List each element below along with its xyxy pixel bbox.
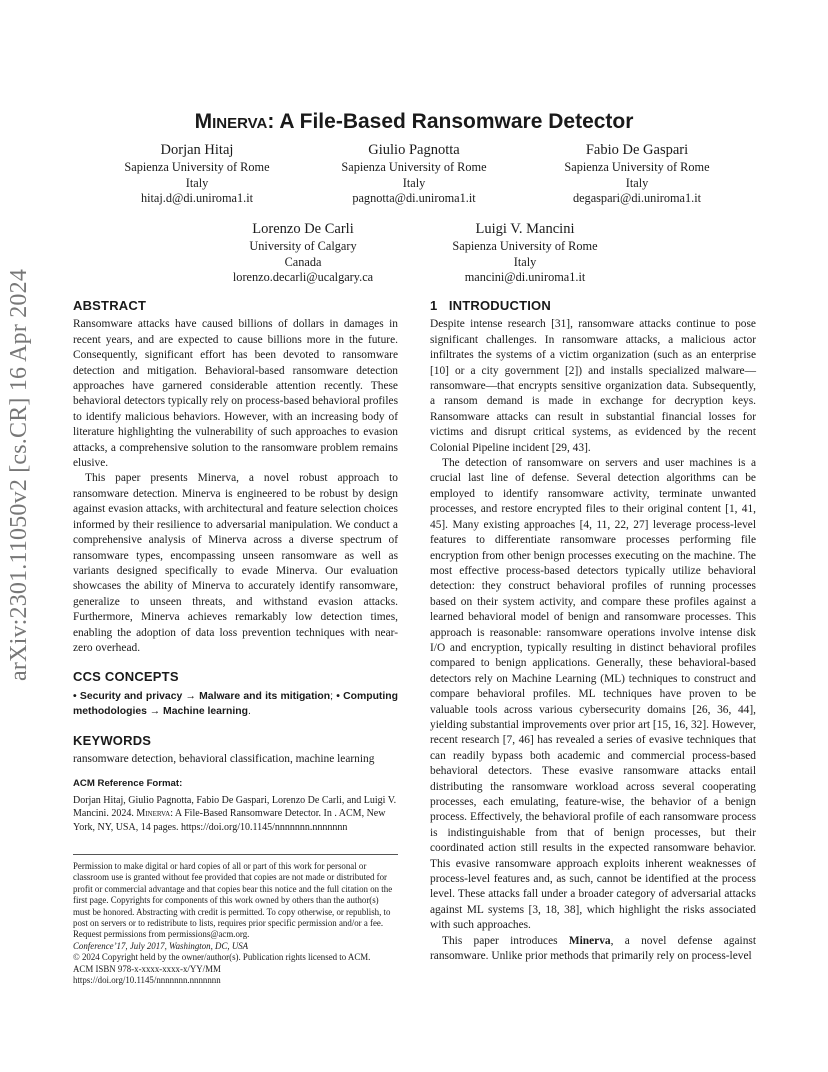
- ccs-separator: ;: [330, 690, 337, 702]
- author-email: hitaj.d@di.uniroma1.it: [140, 191, 254, 205]
- title-rest: : A File-Based Ransomware Detector: [267, 110, 634, 133]
- author-affiliation: Sapienza University of Rome: [564, 160, 710, 174]
- author-affiliation: Sapienza University of Rome: [124, 160, 270, 174]
- copyright-line: © 2024 Copyright held by the owner/author(s). Publication rights licensed to ACM.: [73, 952, 371, 963]
- author-email: pagnotta@di.uniroma1.it: [352, 191, 476, 205]
- author-country: Italy: [625, 175, 649, 190]
- ccs-item-2: • Computing methodologies → Machine learning: [73, 690, 398, 718]
- doi-line: https://doi.org/10.1145/nnnnnnn.nnnnnnn: [73, 975, 221, 986]
- isbn-line: ACM ISBN 978-x-xxxx-xxxx-x/YY/MM: [73, 963, 221, 974]
- author-name: Dorjan Hitaj: [160, 142, 234, 158]
- keywords-text: ransomware detection, behavioral classification, machine learning: [73, 752, 375, 765]
- abstract-paragraph-1: Ransomware attacks have caused billions of dollars in damages in recent years, and are expected to cause billions more in the future. Consequently, significant effort has been devoted to ransomware detection and mitigation. Behavioral-based ransomware detection approaches have garnered considerable attention recently. These behavioral detectors typically rely on process-based behavioral profiles to identify malicious behaviors. However, with an increasing body of literature highlighting the vulnerability of such approaches to evasion attacks, a comprehensive solution to the ransomware problem remains elusive.: [73, 318, 398, 470]
- author-block-2: [309, 141, 519, 207]
- ccs-heading: CCS CONCEPTS: [73, 669, 179, 685]
- author-block-3: [532, 141, 742, 207]
- intro-p3-bold: Minerva: [568, 934, 611, 947]
- author-email: lorenzo.decarli@ucalgary.ca: [232, 270, 374, 284]
- author-block-4: [198, 220, 408, 286]
- intro-paragraph-1: Despite intense research [31], ransomware attacks continue to pose significant challenges. In ransomware attacks, a malicious actor infiltrates the systems of a victim organization (such as an enterprise [10] or a city government [2]) and installs specialized malware—ransomware—that encrypts sensitive organization data. Subsequently, a ransom demand is made in exchange for decryption keys. Ransomware attacks can result in substantial financial losses for victims and disrupt critical systems, as evidenced by the recent Colonial Pipeline incident [29, 43].: [430, 318, 756, 454]
- author-name: Giulio Pagnotta: [368, 142, 460, 158]
- intro-paragraph-3: [430, 934, 756, 965]
- acm-ref-part-2: : A File-Based Ransomware Detector. In . ACM, New York, NY, USA, 14 pages. https://doi.org/10.1145/nnnnnnn.nnnnnnn: [73, 808, 386, 833]
- abstract-paragraph-2: This paper presents Minerva, a novel robust approach to ransomware detection. Minerva is engineered to be robust by design against evasion attacks, with architectural and feature selection choices informed by their resilience to adversarial manipulation. We conduct a comprehensive analysis of Minerva across a diverse spectrum of ransomware types, encompassing unseen ransomware as well as variants designed specifically to evade Minerva. Our evaluation showcases the ability of Minerva to accurately identify ransomware, generalize to unseen threats, and withstand evasion attacks. Furthermore, Minerva achieves remarkably low detection times, enabling the adoption of data loss prevention techniques with near-zero overhead.: [73, 472, 398, 654]
- author-country: Italy: [185, 175, 209, 190]
- permission-text: Permission to make digital or hard copies of all or part of this work for personal or classroom use is granted without fee provided that copies are not made or distributed for profit or commercial advantage and that copies bear this notice and the full citation on the first page. Copyrights for components of this work owned by others than the author(s) must be honored. Abstracting with credit is permitted. To copy otherwise, or republish, to post on servers or to redistribute to lists, requires prior specific permission and/or a fee. Request permissions from permissions@acm.org.: [73, 861, 393, 940]
- acm-ref-smallcaps: Minerva: [136, 808, 171, 820]
- author-email: mancini@di.uniroma1.it: [464, 270, 586, 284]
- author-affiliation: University of Calgary: [249, 239, 357, 253]
- intro-p3-pre: This paper introduces: [442, 934, 569, 947]
- ccs-item-1: • Security and privacy → Malware and its mitigation: [73, 690, 331, 702]
- acm-reference-heading: ACM Reference Format:: [73, 778, 183, 790]
- author-country: Italy: [402, 175, 426, 190]
- intro-paragraph-2: The detection of ransomware on servers and user machines is a crucial last line of defense. Several detection algorithms can be employed to identify ransomware activity, terminate unwanted processes, and restore encrypted files to their original content [1, 41, 45]. Many existing approaches [4, 11, 22, 27] leverage process-level features to differentiate ransomware processes performing file encryption from other benign processes executing on the machine. The most effective process-based detectors typically utilize behavioral detection: they construct behavioral profiles of running processes based on their system activity, and compare these profiles against a learned behavioral model of benign and ransomware processes. This approach is reasonable: ransomware operations involve intense disk I/O and encryption, typically resulting in distinct behavioral profiles compared to benign applications. Generally, these behavioral-based detectors rely on Machine Learning (ML) techniques to construct and compare behavioral profiles. ML techniques have proven to be valuable tools across various cybersecurity domains [26, 36, 44], yielding substantial improvements over prior art [15, 16, 32]. However, recent research [7, 46] has revealed a series of evasive techniques that can readily bypass both academic and commercial process-based behavioral detectors. These evasive ransomware attacks entail distributing the ransomware workload across several cooperating processes, each emulating, feature-wise, the behavior of a benign process. Effectively, the behavioral profile of each ransomware process is indistinguishable from that of benign processes, but their coordinated action still results in the expected ransomware behavior. This evasive ransomware approach exploits inherent weaknesses of process-level features and, as such, cannot be identified at the process level. These attacks fall under a broader category of adversarial attacks against ML systems [3, 18, 38], which highlight the risks associated with such approaches.: [430, 457, 756, 932]
- keywords-heading: KEYWORDS: [73, 732, 152, 748]
- ccs-concepts: [73, 689, 398, 720]
- author-affiliation: Sapienza University of Rome: [341, 160, 487, 174]
- author-country: Canada: [284, 254, 322, 269]
- conference-info: Conference’17, July 2017, Washington, DC, USA: [73, 940, 249, 951]
- arxiv-stamp: arXiv:2301.11050v2 [cs.CR] 16 Apr 2024: [6, 268, 32, 681]
- acm-reference: [73, 776, 398, 834]
- acm-ref-part-1: Dorjan Hitaj, Giulio Pagnotta, Fabio De Gaspari, Lorenzo De Carli, and Luigi V. Mancini. 2024.: [73, 794, 397, 820]
- paper-title: [0, 110, 828, 134]
- author-name: Lorenzo De Carli: [252, 221, 354, 237]
- introduction-heading: 1 INTRODUCTION: [430, 298, 551, 313]
- ccs-end: .: [247, 706, 251, 718]
- title-smallcaps: Minerva: [194, 110, 268, 133]
- permission-divider: [73, 854, 398, 855]
- author-block-5: [420, 220, 630, 286]
- intro-p3-post: , a novel defense against ransomware. Unlike prior methods that primarily rely on process-level: [430, 934, 756, 963]
- author-name: Fabio De Gaspari: [585, 142, 689, 158]
- acm-reference-text: [73, 794, 398, 834]
- abstract-heading: ABSTRACT: [73, 298, 147, 313]
- left-column: [73, 298, 398, 986]
- author-affiliation: Sapienza University of Rome: [452, 239, 598, 253]
- permission-block: [73, 854, 398, 986]
- author-name: Luigi V. Mancini: [475, 221, 575, 237]
- right-column: [430, 298, 756, 964]
- author-email: degaspari@di.uniroma1.it: [572, 191, 702, 205]
- author-country: Italy: [513, 254, 537, 269]
- author-block-1: [92, 141, 302, 207]
